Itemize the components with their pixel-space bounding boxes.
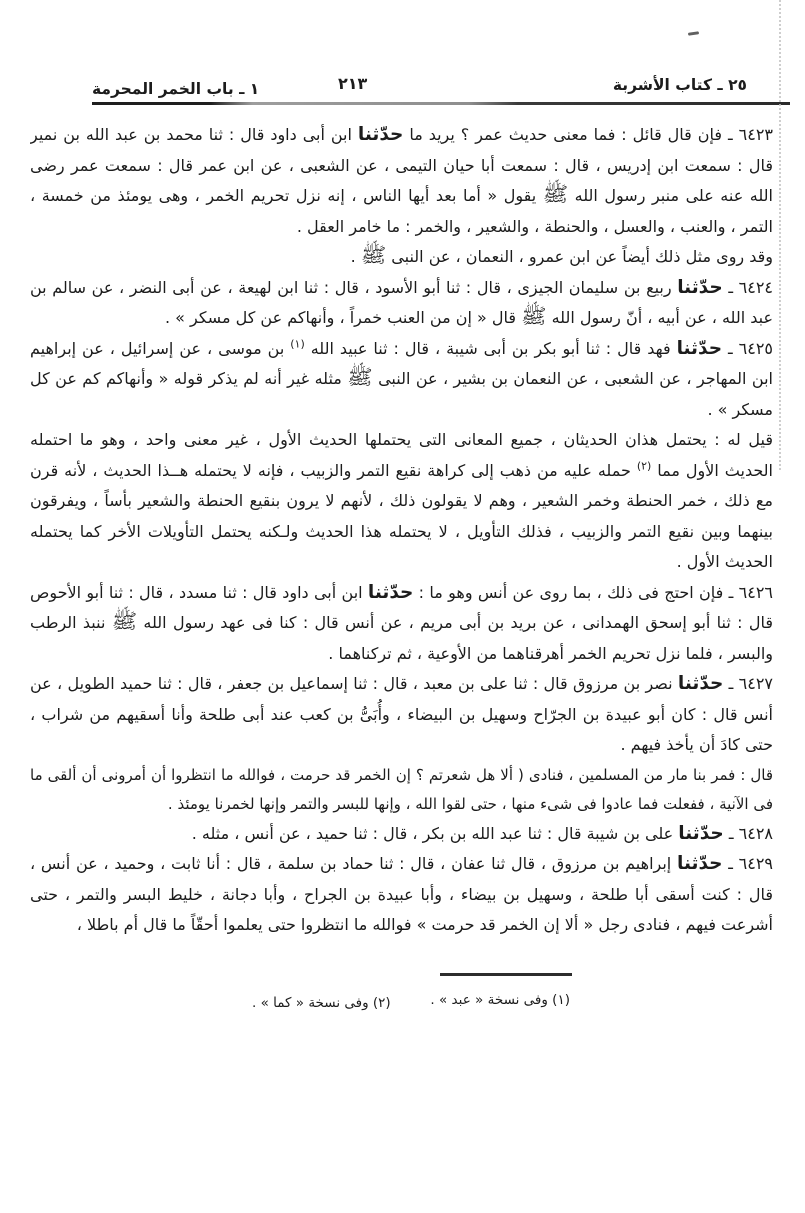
text-run: ٦٤٢٤ ـ <box>722 277 773 297</box>
page-header <box>0 74 805 104</box>
text-run: قال : فمر بنا مار من المسلمين ، فنادى ( ألا هل شعرتم ؟ إن الخمر قد حرمت ، فوالله ما انتظروا أن أمرونى أن ألقى ما فى الآنية ، ففعلت فما عادوا فى شىء منها ، حتى لقوا الله ، وإنها للبسر والتمر وإنها لخمرنا يومئذ . <box>30 765 773 813</box>
text-run: فهد قال : ثنا أبو بكر بن أبى شيبة ، قال : ثنا عبيد الله <box>304 338 677 358</box>
saw-honorific-icon: ﷺ <box>521 304 547 328</box>
scan-artifact-edge-dots <box>779 0 781 470</box>
text-run: على بن شيبة قال : ثنا عبد الله بن بكر ، قال : ثنا حميد ، عن أنس ، مثله . <box>191 823 679 843</box>
hadith-6429 <box>30 849 773 941</box>
hadith-6425 <box>30 334 773 426</box>
saw-honorific-icon: ﷺ <box>360 243 387 267</box>
haddathana-bold: حدّثنا <box>367 581 414 603</box>
hadith-6424 <box>30 273 773 334</box>
haddathana-bold: حدّثنا <box>357 124 404 145</box>
text-run: ٦٤٢٣ ـ فإن قال قائل : فما معنى حديث عمر ؟ يريد ما <box>403 125 773 144</box>
footnote-1: (١) وفى نسخة « عبد » . <box>430 992 570 1008</box>
follow-up-6423 <box>30 242 773 273</box>
text-run: ابن أبى داود قال : ثنا محمد بن عبد الله بن نمير قال : سمعت ابن إدريس ، قال : سمعت أبا حيان التيمى ، عن الشعبى ، عن ابن عمر قال : سمعت عمر رضى الله عنه على منبر رسول الله <box>30 125 773 205</box>
haddathana-bold: حدّثنا <box>677 276 723 298</box>
book-title: ٢٥ ـ كتاب الأشربة <box>612 76 747 94</box>
header-divider <box>92 102 790 105</box>
text-run: . <box>350 247 361 266</box>
commentary <box>30 425 773 578</box>
text-run: ٦٤٢٨ ـ <box>723 823 773 843</box>
text-run: ٦٤٢٧ ـ <box>723 674 773 693</box>
text-run: إبراهيم بن مرزوق ، قال ثنا عفان ، قال : ثنا حماد بن سلمة ، قال : أنا ثابت ، وحميد ، عن أنس ، قال : كنت أسقى أبا طلحة ، وسهيل بن بيضاء ، وأبا عبيدة بن الجراح ، وأبا دجانة ، خليط البسر والتمر ، حتى أشرعت فيهم ، فنادى رجل « ألا إن الخمر قد حرمت » فوالله ما انتظروا حتى يعلموا أحقّاً ما قال أم باطلا ، <box>30 854 773 934</box>
anas-quote <box>30 761 773 819</box>
haddathana-bold: حدّثنا <box>677 853 723 874</box>
body-text <box>30 120 773 974</box>
saw-honorific-icon: ﷺ <box>542 182 569 206</box>
saw-honorific-icon: ﷺ <box>111 609 138 633</box>
text-run: ننبذ الرطب والبسر ، فلما نزل تحريم الخمر أهرقناهما من الأوعية ، ثم تركناهما . <box>30 613 773 663</box>
text-run: ٦٤٢٩ ـ <box>722 854 773 873</box>
chapter-title: ١ ـ باب الخمر المحرمة <box>92 80 260 98</box>
footnote-2: (٢) وفى نسخة « كما » . <box>252 995 391 1011</box>
hadith-6428 <box>30 819 773 850</box>
text-run: وقد روى مثل ذلك أيضاً عن ابن عمرو ، النعمان ، عن النبى <box>386 247 773 266</box>
text-run: قيل له : يحتمل هذان الحديثان ، جميع المعانى التى يحتملها الحديث الأول ، غير معنى واحد ، وهو ما احتمله الحديث الأول مما <box>30 430 773 480</box>
text-run: ربيع بن سليمان الجيزى ، قال : ثنا أبو الأسود ، قال : ثنا ابن لهيعة ، عن أبى النضر ، عن سالم بن عبد الله ، عن أبيه ، أنّ رسول الله <box>30 277 773 327</box>
scan-artifact-mark <box>688 31 699 36</box>
page-number: ٢١٣ <box>338 74 368 93</box>
hadith-6427 <box>30 669 773 761</box>
text-run: قال « إن من العنب خمراً ، وأنهاكم عن كل مسكر » . <box>164 308 522 327</box>
text-run: ابن أبى داود قال : ثنا مسدد ، قال : ثنا أبو الأحوص قال : ثنا أبو إسحق الهمدانى ، عن بريد بن أبى مريم ، عن أنس قال : كنا فى عهد رسول الله <box>30 582 773 632</box>
haddathana-bold: حدّثنا <box>677 673 724 694</box>
text-run: حمله عليه من ذهب إلى كراهة نقيع التمر والزبيب ، فإنه لا يحتمله هــذا الحديث ، لأنه قرن مع ذلك ، خمر الحنطة وخمر الشعير ، وهم لا يقولون ذلك ، لأنهم لا يرون بنقيع الحنطة والشعير بأساً ، ويفرقون بينهما وبين نقيع التمر والزبيب ، فذلك التأويل ، لا يحتمله هذا الحديث ولـكنه يحتمل التأويلات الأخر كما يحتمله الحديث الأول . <box>30 460 773 571</box>
hadith-6426 <box>30 578 773 670</box>
footnote-marker: (١) <box>290 337 305 351</box>
text-run: ٦٤٢٦ ـ فإن احتج فى ذلك ، بما روى عن أنس وهو ما : <box>413 582 773 602</box>
text-run: يقول « أما بعد أيها الناس ، إنه نزل تحريم الخمر ، وهى يومئذ من خمسة ، التمر ، والعنب ، والعسل ، والحنطة ، والشعير ، والخمر : ما خامر العقل . <box>30 186 773 236</box>
haddathana-bold: حدّثنا <box>678 822 724 844</box>
text-run: نصر بن مرزوق قال : ثنا على بن معبد ، قال : ثنا إسماعيل بن جعفر ، قال : ثنا حميد الطويل ، عن أنس قال : كان أبو عبيدة بن الجرّاح وسهيل بن البيضاء ، وأُبَىُّ بن كعب عند أبى طلحة وأنا أسقيهم من شراب ، حتى كادَ أن يأخذ فيهم . <box>30 674 773 754</box>
text-run: ٦٤٢٥ ـ <box>722 338 773 358</box>
text-run: مثله غير أنه لم يذكر قوله « وأنهاكم كم عن كل مسكر » . <box>30 369 773 419</box>
saw-honorific-icon: ﷺ <box>347 365 373 389</box>
footnote-marker: (٢) <box>636 459 652 473</box>
footnote-divider <box>440 973 572 976</box>
hadith-6423 <box>30 120 773 242</box>
text-run: بن موسى ، عن إسرائيل ، عن إبراهيم ابن المهاجر ، عن الشعبى ، عن النعمان بن بشير ، عن النبى <box>30 338 773 388</box>
haddathana-bold: حدّثنا <box>676 337 723 359</box>
